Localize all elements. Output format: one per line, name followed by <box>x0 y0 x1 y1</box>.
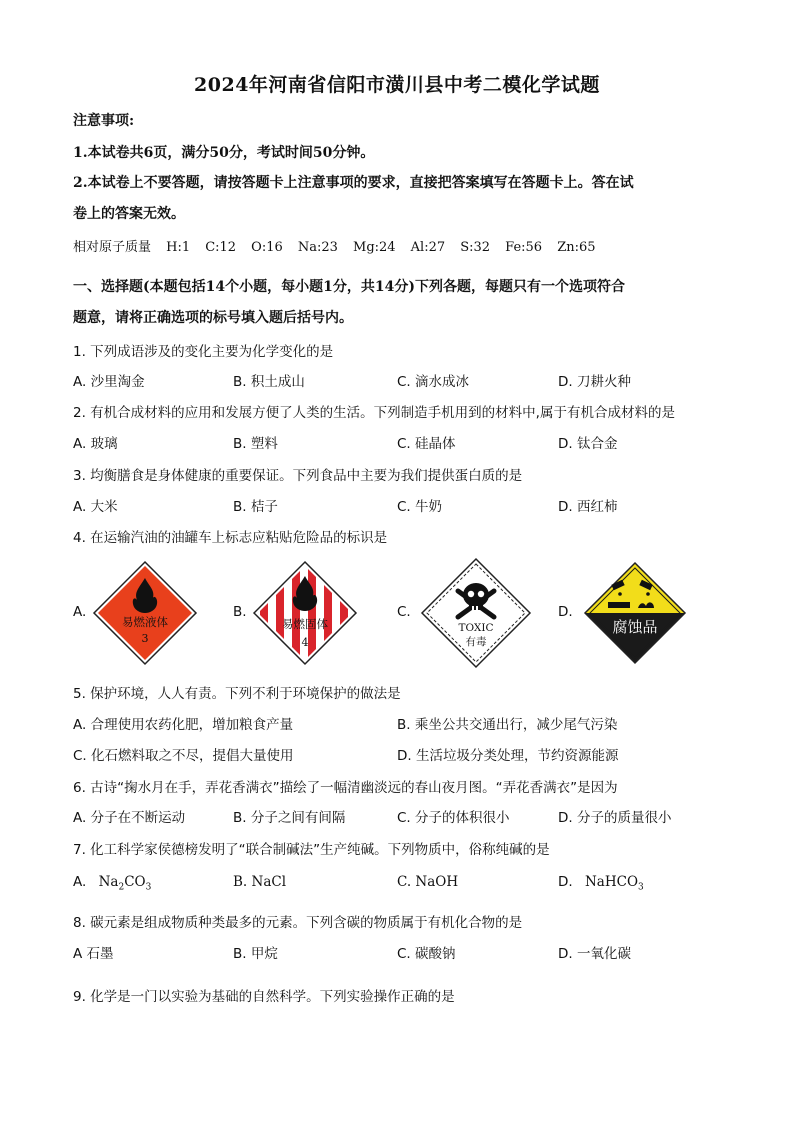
question-8-option-c[interactable]: C. 碳酸钠 <box>397 946 456 962</box>
atomic-mass-label: 相对原子质量 <box>73 240 152 255</box>
sign-b-number: 4 <box>301 636 309 649</box>
question-7-option-d[interactable] <box>558 874 644 893</box>
question-1-stem: 1. 下列成语涉及的变化主要为化学变化的是 <box>73 344 334 360</box>
question-4-option-b[interactable]: B. <box>233 604 247 620</box>
formula-nahco3: NaHCO$_3$ <box>584 874 644 893</box>
atomic-mass-na: Na:23 <box>297 240 338 255</box>
exam-title: 2024年河南省信阳市潢川县中考二模化学试题 <box>194 74 600 96</box>
atomic-mass-o: O:16 <box>251 240 283 255</box>
question-7-option-d-letter: D. <box>558 874 573 890</box>
question-2-stem: 2. 有机合成材料的应用和发展方便了人类的生活。下列制造手机用到的材料中,属于有机合成材料的是 <box>73 405 675 421</box>
question-5-option-a[interactable]: A. 合理使用农药化肥，增加粮食产量 <box>73 717 294 733</box>
flammable-liquid-sign[interactable] <box>92 560 198 666</box>
question-2-option-c[interactable]: C. 硅晶体 <box>397 436 456 452</box>
sign-a-label: 易燃液体 <box>122 615 168 629</box>
question-9-stem: 9. 化学是一门以实验为基础的自然科学。下列实验操作正确的是 <box>73 989 455 1005</box>
question-3-stem: 3. 均衡膳食是身体健康的重要保证。下列食品中主要为我们提供蛋白质的是 <box>73 468 523 484</box>
question-8-option-d[interactable]: D. 一氧化碳 <box>558 946 631 962</box>
question-3-option-c[interactable]: C. 牛奶 <box>397 499 443 515</box>
question-6-stem: 6. 古诗“掬水月在手，弄花香满衣”描绘了一幅清幽淡远的春山夜月图。“弄花香满衣”是因为 <box>73 780 618 796</box>
question-2-option-a[interactable]: A. 玻璃 <box>73 436 118 452</box>
sign-a-number: 3 <box>141 632 149 645</box>
question-5-option-c[interactable]: C. 化石燃料取之不尽，提倡大量使用 <box>73 748 294 764</box>
section-heading-cont: 题意，请将正确选项的标号填入题后括号内。 <box>73 310 353 326</box>
question-6-option-c[interactable]: C. 分子的体积很小 <box>397 810 510 826</box>
question-3-option-a[interactable]: A. 大米 <box>73 499 118 515</box>
atomic-mass-s: S:32 <box>460 240 491 255</box>
corrosive-sign[interactable] <box>582 560 688 666</box>
sign-b-label: 易燃固体 <box>282 617 328 631</box>
question-7-stem: 7. 化工科学家侯德榜发明了“联合制碱法”生产纯碱。下列物质中，俗称纯碱的是 <box>73 842 550 858</box>
flammable-solid-sign[interactable] <box>252 560 358 666</box>
question-7-option-c[interactable]: C. NaOH <box>397 874 459 890</box>
question-4-option-a[interactable]: A. <box>73 604 87 620</box>
notice-item-1: 1.本试卷共6页，满分50分，考试时间50分钟。 <box>73 145 375 161</box>
section-heading: 一、选择题(本题包括14个小题，每小题1分，共14分)下列各题，每题只有一个选项符合 <box>73 279 625 295</box>
question-8-stem: 8. 碳元素是组成物质种类最多的元素。下列含碳的物质属于有机化合物的是 <box>73 915 523 931</box>
notice-heading: 注意事项: <box>73 113 135 129</box>
question-1-option-b[interactable]: B. 积土成山 <box>233 374 305 390</box>
atomic-mass-al: Al:27 <box>410 240 446 255</box>
question-4-option-d[interactable]: D. <box>558 604 573 620</box>
question-7-option-a[interactable] <box>73 874 151 893</box>
question-3-option-b[interactable]: B. 桔子 <box>233 499 278 515</box>
question-4-stem: 4. 在运输汽油的油罐车上标志应粘贴危险品的标识是 <box>73 530 388 546</box>
atomic-mass-mg: Mg:24 <box>353 240 396 255</box>
question-3-option-d[interactable]: D. 西红柿 <box>558 499 618 515</box>
question-8-option-a[interactable]: A 石墨 <box>73 946 114 962</box>
formula-na2co3: $Na_2CO_3$ <box>98 874 152 893</box>
question-5-option-b[interactable]: B. 乘坐公共交通出行，减少尾气污染 <box>397 717 618 733</box>
question-4-option-c[interactable]: C. <box>397 604 411 620</box>
sign-c-label: TOXIC <box>458 622 494 634</box>
question-1-option-c[interactable]: C. 滴水成冰 <box>397 374 470 390</box>
toxic-sign[interactable] <box>420 557 532 669</box>
sign-c-sublabel: 有毒 <box>465 636 487 648</box>
question-2-option-b[interactable]: B. 塑料 <box>233 436 278 452</box>
atomic-mass-fe: Fe:56 <box>505 240 543 255</box>
atomic-mass-c: C:12 <box>205 240 237 255</box>
atomic-mass-h: H:1 <box>166 240 191 255</box>
question-6-option-a[interactable]: A. 分子在不断运动 <box>73 810 186 826</box>
question-7-option-b[interactable]: B. NaCl <box>233 874 287 890</box>
notice-item-2: 2.本试卷上不要答题，请按答题卡上注意事项的要求，直接把答案填写在答题卡上。答在试 <box>73 175 634 191</box>
question-5-option-d[interactable]: D. 生活垃圾分类处理，节约资源能源 <box>397 748 619 764</box>
question-7-option-a-letter: A. <box>73 874 87 890</box>
question-5-stem: 5. 保护环境，人人有责。下列不利于环境保护的做法是 <box>73 686 401 702</box>
atomic-mass-line <box>73 236 606 255</box>
question-1-option-a[interactable]: A. 沙里淘金 <box>73 374 145 390</box>
question-2-option-d[interactable]: D. 钛合金 <box>558 436 618 452</box>
question-6-option-d[interactable]: D. 分子的质量很小 <box>558 810 672 826</box>
question-6-option-b[interactable]: B. 分子之间有间隔 <box>233 810 346 826</box>
question-8-option-b[interactable]: B. 甲烷 <box>233 946 278 962</box>
question-1-option-d[interactable]: D. 刀耕火种 <box>558 374 631 390</box>
notice-item-2-cont: 卷上的答案无效。 <box>73 206 185 222</box>
sign-d-label: 腐蚀品 <box>612 618 658 636</box>
atomic-mass-zn: Zn:65 <box>557 240 596 255</box>
